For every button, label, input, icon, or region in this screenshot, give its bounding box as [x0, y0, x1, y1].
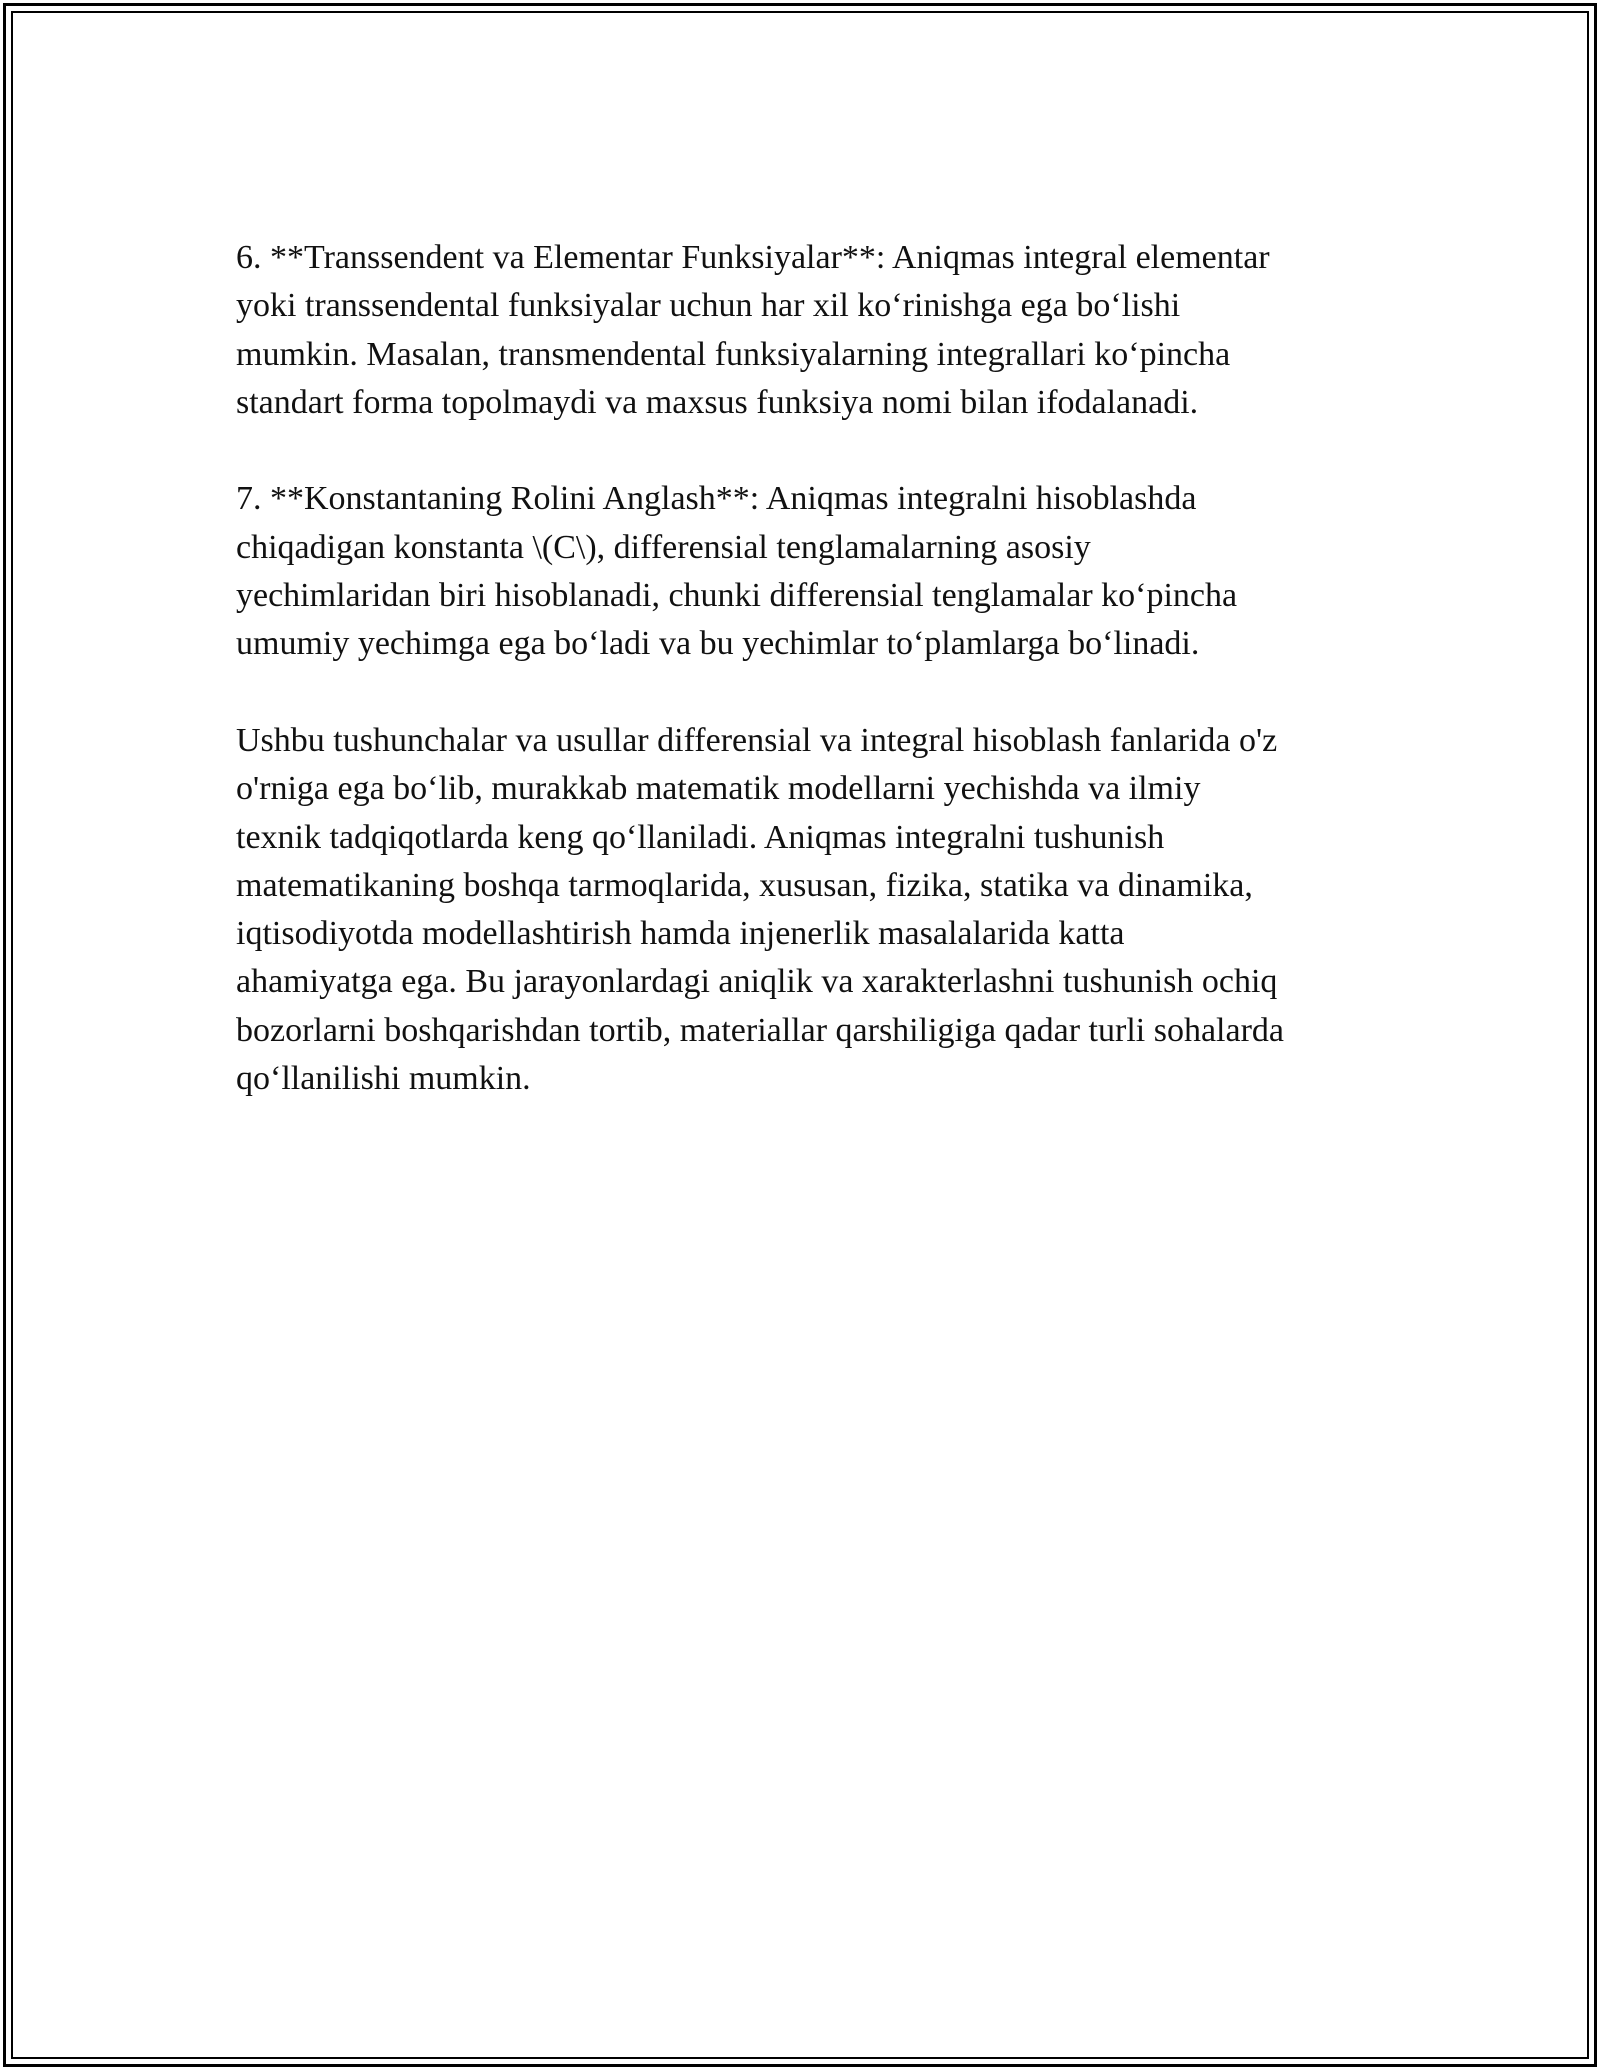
text-line: qo‘llanilishi mumkin. [236, 1060, 531, 1098]
text-line: bozorlarni boshqarishdan tortib, materiallar qarshiligiga qadar turli sohalarda [236, 1011, 1284, 1049]
text-line: Ushbu tushunchalar va usullar differensial va integral hisoblash fanlarida o'z [236, 721, 1278, 759]
text-line: iqtisodiyotda modellashtirish hamda injenerlik masalalarida katta [236, 915, 1125, 953]
text-line: mumkin. Masalan, transmendental funksiyalarning integrallari ko‘pincha [236, 335, 1231, 373]
text-line: 7. **Konstantaning Rolini Anglash**: Aniqmas integralni hisoblashda [236, 480, 1197, 518]
text-line: standart forma topolmaydi va maxsus funksiya nomi bilan ifodalanadi. [236, 383, 1199, 421]
text-line: texnik tadqiqotlarda keng qo‘llaniladi. Aniqmas integralni tushunish [236, 818, 1165, 856]
paragraph-transsendent-funksiyalar [236, 234, 1416, 427]
text-line: matematikaning boshqa tarmoqlarida, xususan, fizika, statika va dinamika, [236, 866, 1253, 904]
text-line: ahamiyatga ega. Bu jarayonlardagi aniqlik va xarakterlashni tushunish ochiq [236, 963, 1278, 1001]
text-line: yoki transsendental funksiyalar uchun har xil ko‘rinishga ega bo‘lishi [236, 287, 1181, 325]
document-body [236, 234, 1416, 1152]
text-line: chiqadigan konstanta \(C\), differensial tenglamalarning asosiy [236, 528, 1091, 566]
text-line: yechimlaridan biri hisoblanadi, chunki differensial tenglamalar ko‘pincha [236, 577, 1238, 615]
text-line: umumiy yechimga ega bo‘ladi va bu yechimlar to‘plamlarga bo‘linadi. [236, 625, 1200, 663]
paragraph-xulosa [236, 717, 1416, 1103]
text-line: 6. **Transsendent va Elementar Funksiyalar**: Aniqmas integral elementar [236, 239, 1270, 276]
text-line: o'rniga ega bo‘lib, murakkab matematik modellarni yechishda va ilmiy [236, 770, 1201, 808]
paragraph-konstanta-roli [236, 475, 1416, 668]
